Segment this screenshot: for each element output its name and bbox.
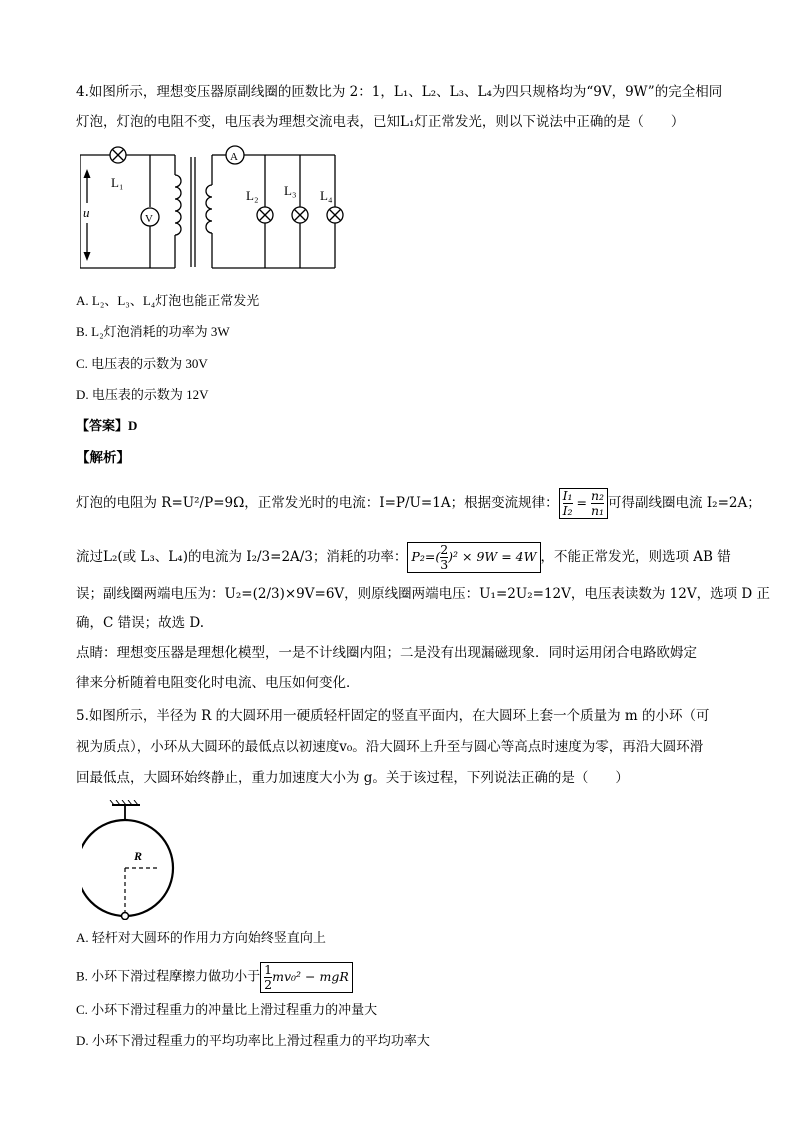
work-formula-expr: mv₀² − mgR (272, 969, 349, 984)
frac-i1: I₁ (562, 488, 573, 503)
frac-n1: n₁ (590, 503, 605, 518)
power-formula (407, 542, 540, 573)
q4-stem-line1: 4.如图所示，理想变压器原副线圈的匝数比为 2：1，L₁、L₂、L₃、L₄为四只规格均为“9V，9W”的完全相同 (76, 84, 723, 100)
label-u: u (83, 205, 90, 220)
analysis-line5: 点睛：理想变压器是理想化模型，一是不计线圈内阻；二是没有出现漏磁现象．同时运用闭合电路欧姆定 (76, 645, 697, 661)
transformer-circuit-figure (80, 145, 360, 275)
q4-answer: 【答案】D (76, 418, 138, 433)
label-voltmeter: V (145, 213, 153, 225)
frac-n2: n₂ (590, 488, 605, 503)
q4-option-a: A. L₂、L₃、L₄灯泡也能正常发光 (76, 293, 260, 308)
power-frac-num: 2 (440, 542, 449, 557)
q4-stem-line2: 灯泡，灯泡的电阻不变，电压表为理想交流电表，已知L₁灯正常发光，则以下说法中正确的是（ ） (76, 114, 685, 130)
label-l2: L₂ (246, 188, 259, 203)
label-l3: L₃ (284, 183, 297, 198)
q5-option-a: A. 轻杆对大圆环的作用力方向始终竖直向上 (76, 930, 326, 945)
q4-option-d: D. 电压表的示数为 12V (76, 387, 209, 402)
label-radius: R (134, 849, 143, 863)
q5-stem-line2: 视为质点），小环从大圆环的最低点以初速度v₀。沿大圆环上升至与圆心等高点时速度为零，再沿大圆环滑 (76, 739, 704, 755)
analysis-line2-tail: ，不能正常发光，则选项 AB 错 (540, 549, 731, 565)
work-formula (260, 962, 353, 993)
label-l4: L₄ (320, 188, 333, 203)
analysis-line1 (76, 488, 761, 519)
q5-option-b (76, 962, 353, 993)
frac-i2: I₂ (562, 503, 573, 518)
q4-analysis-tag: 【解析】 (76, 450, 130, 466)
analysis-line3: 误；副线圈两端电压为：U₂=(2/3)×9V=6V，则原线圈两端电压：U₁=2U₂=12V，电压表读数为 12V，选项 D 正 (76, 586, 771, 602)
label-ammeter: A (230, 151, 238, 163)
label-l1: L₁ (111, 175, 124, 190)
q4-option-c: C. 电压表的示数为 30V (76, 356, 208, 371)
work-frac-den: 2 (264, 977, 273, 992)
ring-figure (82, 800, 192, 920)
power-formula-post: )² × 9W = 4W (448, 549, 537, 564)
power-frac-den: 3 (440, 557, 449, 572)
q5-option-c: C. 小环下滑过程重力的冲量比上滑过程重力的冲量大 (76, 1002, 378, 1017)
analysis-line6: 律来分析随着电阻变化时电流、电压如何变化． (76, 675, 360, 691)
analysis-line2-text: 流过L₂(或 L₃、L₄)的电流为 I₂/3=2A/3；消耗的功率： (76, 549, 408, 565)
analysis-line1-text: 灯泡的电阻为 R=U²/P=9Ω，正常发光时的电流：I=P/U=1A；根据变流规律： (76, 495, 559, 511)
power-formula-pre: P₂=( (411, 549, 441, 564)
q5-option-b-text: B. 小环下滑过程摩擦力做功小于 (76, 968, 261, 984)
q5-stem-line3: 回最低点，大圆环始终静止，重力加速度大小为 g。关于该过程，下列说法正确的是（ ） (76, 770, 629, 786)
q5-stem-line1: 5.如图所示，半径为 R 的大圆环用一硬质轻杆固定的竖直平面内，在大圆环上套一个质量为 m 的小环（可 (76, 708, 710, 724)
analysis-line4: 确，C 错误；故选 D. (76, 615, 205, 631)
work-frac-num: 1 (264, 962, 273, 977)
q5-option-d: D. 小环下滑过程重力的平均功率比上滑过程重力的平均功率大 (76, 1033, 430, 1048)
q4-option-b: B. L₂灯泡消耗的功率为 3W (76, 324, 230, 339)
analysis-line1-tail: 可得副线圈电流 I₂=2A； (608, 495, 761, 511)
current-ratio-formula: $\frac{\text{I₁}}{\text{I₂}}$ = $\frac{\text{n₂}}{\text{n₁}}$ (559, 488, 608, 519)
analysis-line2 (76, 542, 731, 573)
